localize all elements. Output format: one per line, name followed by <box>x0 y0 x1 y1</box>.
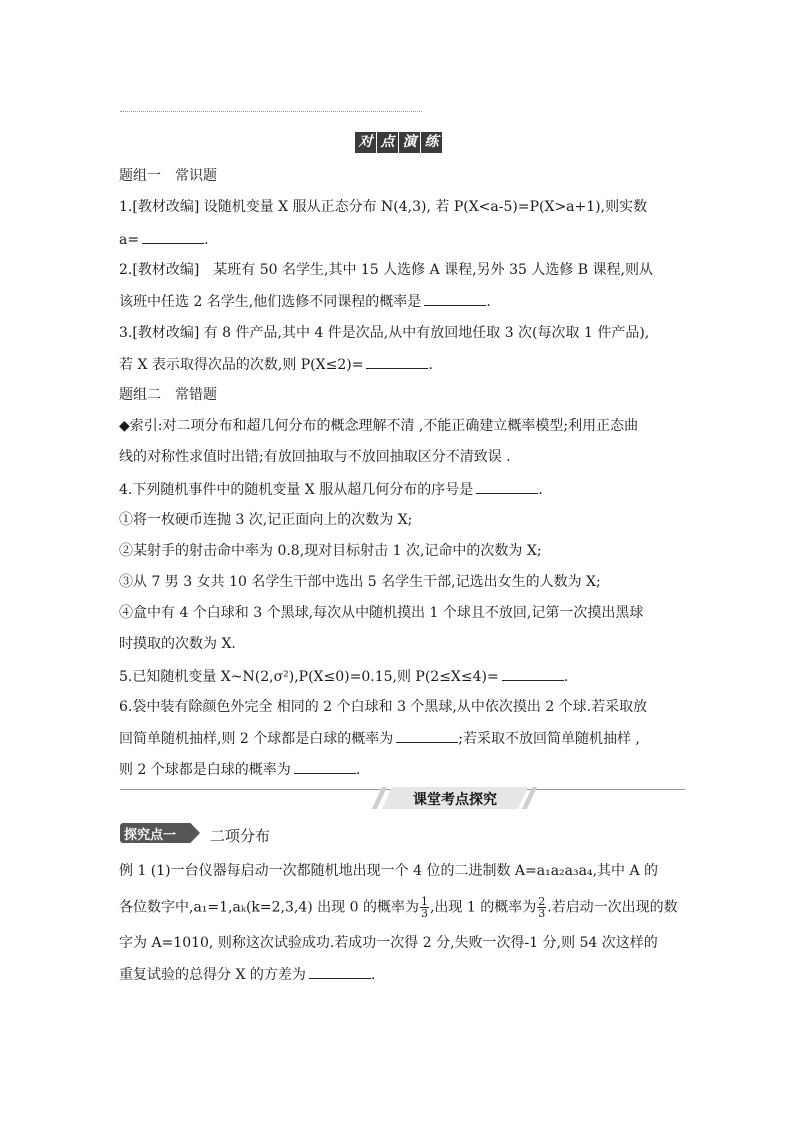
q2-line1 <box>119 261 679 279</box>
hint-line2: 线的对称性求值时出错;有放回抽取与不放回抽取区分不清致误 . <box>119 449 511 465</box>
badge-char: 对 <box>355 132 376 153</box>
badge-char: 练 <box>421 132 442 153</box>
q5-answer-blank[interactable] <box>502 667 564 681</box>
q3-tag: 3.[教材改编] <box>119 325 200 341</box>
explore-tag <box>120 823 200 843</box>
explore-tag-label: 探究点一 <box>124 828 177 843</box>
q3-line1 <box>119 324 679 342</box>
q1-answer-label: a= <box>119 232 140 248</box>
badge-char: 点 <box>377 132 398 153</box>
q6-answer-blank-2[interactable] <box>294 760 356 774</box>
ex1-text-2b: ,出现 1 的概率为 <box>429 899 537 916</box>
ex1-line2 <box>119 896 679 919</box>
q1-line1 <box>119 198 679 216</box>
q1-tag: 1.[教材改编] <box>119 199 200 215</box>
frac-numerator: 2 <box>538 895 546 908</box>
hint-line1: ◆索引:对二项分布和超几何分布的概念理解不清 ,不能正确建立概率模型;利用正态曲 <box>119 418 639 434</box>
q6-line2 <box>119 729 679 748</box>
badge-char: 演 <box>399 132 420 153</box>
section-banner <box>375 787 535 811</box>
ex1-line4: 重复试验的总得分 X 的方差为 . <box>119 967 376 983</box>
q3-text-line2: 若 X 表示取得次品的次数,则 P(X≤2)= <box>119 357 364 373</box>
ex1-line1: 例 1 (1)一台仪器每启动一次都随机地出现一个 4 位的二进制数 A=a₁a₂a₃a₄,其中 A 的 <box>119 863 659 879</box>
explore-title: 二项分布 <box>210 827 271 845</box>
q2-text: 某班有 50 名学生,其中 15 人选修 A 课程,另外 35 人选修 B 课程,则从 <box>199 262 653 278</box>
q5-text: 5.已知随机变量 X~N(2,σ²),P(X≤0)=0.15,则 P(2≤X≤4)= <box>119 669 499 685</box>
q5-line: 5.已知随机变量 X~N(2,σ²),P(X≤0)=0.15,则 P(2≤X≤4)= . <box>119 669 569 685</box>
frac-denominator: 3 <box>538 907 546 920</box>
fraction-two-thirds <box>537 896 546 919</box>
top-dotted-rule <box>120 111 422 112</box>
q2-line2: 该班中任选 2 名学生,他们选修不同课程的概率是 . <box>119 294 491 310</box>
q4-option-1: ①将一枚硬币连抛 3 次,记正面向上的次数为 X; <box>119 512 413 528</box>
q4-stem-text: 4.下列随机事件中的随机变量 X 服从超几何分布的序号是 <box>119 482 474 498</box>
q6-line3: 则 2 个球都是白球的概率为 . <box>119 762 361 778</box>
q3-line2: 若 X 表示取得次品的次数,则 P(X≤2)= . <box>119 357 433 373</box>
q2-text-line2: 该班中任选 2 名学生,他们选修不同课程的概率是 <box>119 294 422 310</box>
q1-text: 设随机变量 X 服从正态分布 N(4,3), 若 P(X<a-5)=P(X>a+1),则实数 <box>199 199 648 215</box>
q6-text-2a: 回简单随机抽样,则 2 个球都是白球的概率为 <box>119 731 394 747</box>
q2-answer-blank[interactable] <box>424 292 486 306</box>
q6-line1: 6.袋中装有除颜色外完全 相同的 2 个白球和 3 个黑球,从中依次摸出 2 个球.若采取放 <box>119 699 648 715</box>
q4-option-4-cont: 时摸取的次数为 X. <box>119 636 236 652</box>
group2-title: 题组二 常错题 <box>119 387 217 403</box>
q1-answer-blank[interactable] <box>142 230 204 244</box>
q2-tag: 2.[教材改编] <box>119 262 200 278</box>
ex1-line3: 字为 A=1010, 则称这次试验成功.若成功一次得 2 分,失败一次得-1 分,则 54 次这样的 <box>119 935 658 951</box>
section-badge <box>355 132 443 154</box>
ex1-text-2a: 各位数字中,a₁=1,aₖ(k=2,3,4) 出现 0 的概率为 <box>119 899 419 916</box>
ex1-text-2c: .若启动一次出现的数 <box>547 899 678 916</box>
section-title: 课堂考点探究 <box>413 792 497 808</box>
frac-numerator: 1 <box>420 895 428 908</box>
q4-option-4: ④盒中有 4 个白球和 3 个黑球,每次从中随机摸出 1 个球且不放回,记第一次摸出黑球 <box>119 605 644 621</box>
q4-stem: 4.下列随机事件中的随机变量 X 服从超几何分布的序号是 . <box>119 482 543 498</box>
q4-option-3: ③从 7 男 3 女共 10 名学生干部中选出 5 名学生干部,记选出女生的人数为 X; <box>119 574 601 590</box>
ex1-answer-blank[interactable] <box>309 965 371 979</box>
fraction-one-third <box>420 896 429 919</box>
q6-answer-blank-1[interactable] <box>396 729 458 743</box>
q1-line2: a= . <box>119 232 209 248</box>
q3-text: 有 8 件产品,其中 4 件是次品,从中有放回地任取 3 次(每次取 1 件产品), <box>199 325 650 341</box>
q4-option-2: ②某射手的射击命中率为 0.8,现对目标射击 1 次,记命中的次数为 X; <box>119 543 542 559</box>
q6-text-3: 则 2 个球都是白球的概率为 <box>119 762 291 778</box>
q3-answer-blank[interactable] <box>366 355 428 369</box>
q4-answer-blank[interactable] <box>476 480 538 494</box>
q6-text-2b: ;若采取不放回简单随机抽样 , <box>458 731 640 747</box>
group1-title: 题组一 常识题 <box>119 168 217 184</box>
ex1-text-4: 重复试验的总得分 X 的方差为 <box>119 967 306 983</box>
frac-denominator: 3 <box>420 907 428 920</box>
